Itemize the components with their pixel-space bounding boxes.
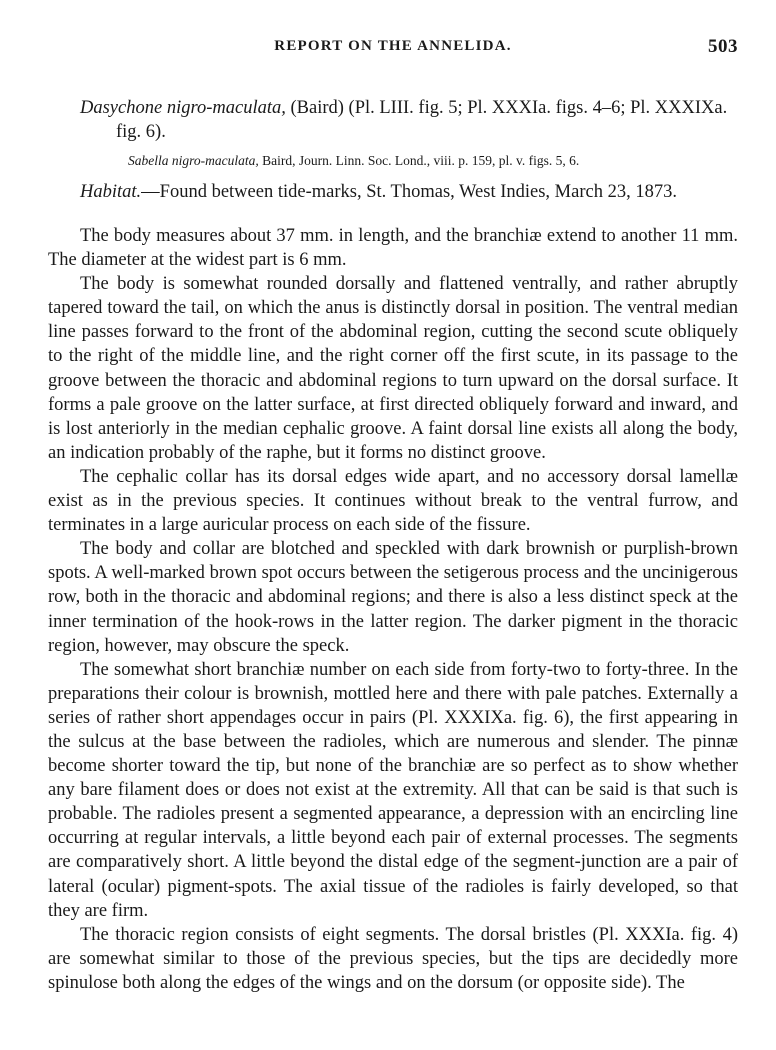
paragraph-cephalic-collar: The cephalic collar has its dorsal edges wide apart, and no accessory dorsal lamellæ exist as in the previous species. It continues without break to the ventral furrow, and terminates in a large auricular process on each side of the fissure. xyxy=(48,466,738,536)
species-heading xyxy=(80,96,738,144)
paragraph-thoracic-region: The thoracic region consists of eight segments. The dorsal bristles (Pl. XXXIa. fig. 4) are somewhat similar to those of the previous species, but the tips are decidedly more spinulose both along the edges of the wings and on the dorsum (or opposite side). The xyxy=(48,924,738,993)
habitat-line xyxy=(80,180,738,204)
habitat-label: Habitat. xyxy=(80,182,142,202)
paragraph-branchiae: The somewhat short branchiæ number on each side from forty-two to forty-three. In the preparations their colour is brownish, mottled here and there with pale patches. Externally a series of rather short appendages occur in pairs (Pl. XXXIXa. fig. 6), the first appearing in the sulcus at the base between the radioles, which are numerous and slender. The pinnæ become shorter toward the tip, but none of the branchiæ are so perfect as to show whether any bare filament does or does not exist at the extremity. All that can be said is that such is probable. The radioles present a segmented appearance, a depression with an encircling line occurring at regular intervals, a little beyond each pair of external processes. The segments are comparatively short. A little beyond the distal edge of the segment-junction are a pair of lateral (ocular) pigment-spots. The axial tissue of the radioles is fairly developed, so that they are firm. xyxy=(48,659,738,921)
running-head xyxy=(48,38,738,64)
habitat-text: —Found between tide-marks, St. Thomas, West Indies, March 23, 1873. xyxy=(141,182,677,202)
species-citation: (Baird) (Pl. LIII. fig. 5; Pl. XXXIa. figs. 4–6; Pl. XXXIXa. fig. 6). xyxy=(116,98,728,142)
synonym-name: Sabella nigro-maculata, xyxy=(128,153,259,168)
synonymy-line xyxy=(128,152,738,170)
paragraph-body-shape: The body is somewhat rounded dorsally and flattened ventrally, and rather abruptly tapered toward the tail, on which the anus is distinctly dorsal in position. The ventral median line passes forward to the front of the abdominal region, cutting the second scute obliquely to the right of the middle line, and the right corner off the first scute, in its passage to the groove between the thoracic and abdominal regions to turn upward on the dorsal surface. It forms a pale groove on the latter surface, at first directed obliquely forward and inward, and is lost anteriorly in the median cephalic groove. A faint dorsal line exists all along the body, an indication probably of the raphe, but it forms no distinct groove. xyxy=(48,274,738,463)
running-head-title: REPORT ON THE ANNELIDA. xyxy=(274,38,512,54)
paragraph-measurements: The body measures about 37 mm. in length, and the branchiæ extend to another 11 mm. The diameter at the widest part is 6 mm. xyxy=(48,226,738,271)
document-page xyxy=(48,38,738,995)
synonym-reference: Baird, Journ. Linn. Soc. Lond., viii. p. 159, pl. v. figs. 5, 6. xyxy=(258,153,580,168)
body-text xyxy=(48,224,738,995)
paragraph-coloration: The body and collar are blotched and speckled with dark brownish or purplish-brown spots. A well-marked brown spot occurs between the setigerous process and the uncinigerous row, both in the thoracic and abdominal regions; and there is also a less distinct speck at the inner termination of the hook-rows in the latter region. The darker pigment in the thoracic region, however, may obscure the speck. xyxy=(48,539,738,656)
species-name: Dasychone nigro-maculata, xyxy=(80,98,286,118)
page-number: 503 xyxy=(708,36,738,57)
